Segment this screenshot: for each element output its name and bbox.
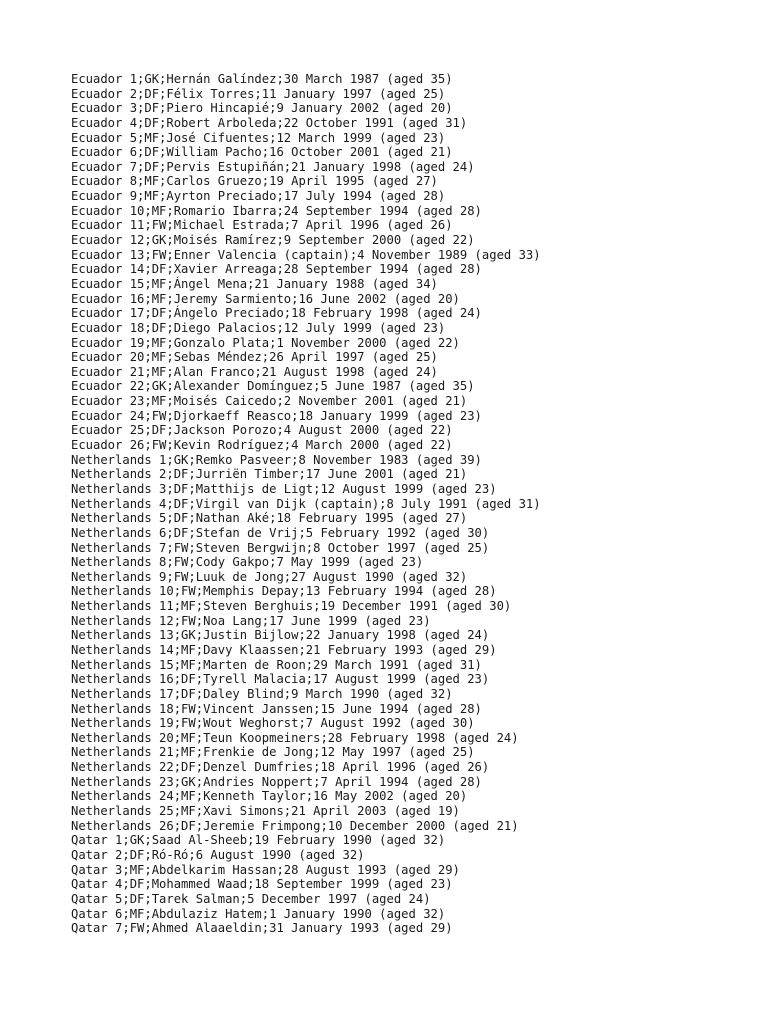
squad-entry-line: Netherlands 2;DF;Jurriën Timber;17 June 2001 (aged 21) <box>71 467 468 482</box>
squad-entry-line: Qatar 4;DF;Mohammed Waad;18 September 1999 (aged 23) <box>71 877 453 892</box>
squad-entry-line: Netherlands 4;DF;Virgil van Dijk (captain);8 July 1991 (aged 31) <box>71 496 541 511</box>
squad-entry-line: Ecuador 8;MF;Carlos Gruezo;19 April 1995 (aged 27) <box>71 174 438 189</box>
squad-entry-line: Qatar 2;DF;Ró-Ró;6 August 1990 (aged 32) <box>71 847 365 862</box>
squad-entry-line: Netherlands 19;FW;Wout Weghorst;7 August 1992 (aged 30) <box>71 716 475 731</box>
squad-entry-line: Netherlands 5;DF;Nathan Aké;18 February 1995 (aged 27) <box>71 511 468 526</box>
squad-entry-line: Netherlands 1;GK;Remko Pasveer;8 November 1983 (aged 39) <box>71 452 482 467</box>
squad-entry-line: Ecuador 12;GK;Moisés Ramírez;9 September 2000 (aged 22) <box>71 233 475 248</box>
squad-entry-line: Ecuador 6;DF;William Pacho;16 October 2001 (aged 21) <box>71 145 453 160</box>
squad-entry-line: Ecuador 21;MF;Alan Franco;21 August 1998 (aged 24) <box>71 364 438 379</box>
squad-entry-line: Netherlands 8;FW;Cody Gakpo;7 May 1999 (aged 23) <box>71 555 424 570</box>
squad-entry-line: Ecuador 5;MF;José Cifuentes;12 March 1999 (aged 23) <box>71 130 446 145</box>
squad-entry-line: Netherlands 12;FW;Noa Lang;17 June 1999 (aged 23) <box>71 613 431 628</box>
squad-entry-line: Netherlands 10;FW;Memphis Depay;13 February 1994 (aged 28) <box>71 584 497 599</box>
squad-entry-line: Netherlands 13;GK;Justin Bijlow;22 January 1998 (aged 24) <box>71 628 490 643</box>
squad-entry-line: Ecuador 1;GK;Hernán Galíndez;30 March 1987 (aged 35) <box>71 72 453 86</box>
squad-entry-line: Netherlands 6;DF;Stefan de Vrij;5 February 1992 (aged 30) <box>71 525 490 540</box>
squad-entry-line: Netherlands 25;MF;Xavi Simons;21 April 2003 (aged 19) <box>71 804 460 819</box>
squad-entry-line: Ecuador 16;MF;Jeremy Sarmiento;16 June 2002 (aged 20) <box>71 291 460 306</box>
squad-entry-line: Ecuador 10;MF;Romario Ibarra;24 September 1994 (aged 28) <box>71 203 482 218</box>
squad-entry-line: Netherlands 15;MF;Marten de Roon;29 March 1991 (aged 31) <box>71 657 482 672</box>
squad-entry-line: Ecuador 26;FW;Kevin Rodríguez;4 March 2000 (aged 22) <box>71 438 453 453</box>
squad-entry-line: Netherlands 3;DF;Matthijs de Ligt;12 August 1999 (aged 23) <box>71 481 497 496</box>
squad-entry-line: Qatar 1;GK;Saad Al-Sheeb;19 February 1990 (aged 32) <box>71 833 446 848</box>
squad-entry-line: Ecuador 22;GK;Alexander Domínguez;5 June 1987 (aged 35) <box>71 379 475 394</box>
squad-entry-line: Qatar 5;DF;Tarek Salman;5 December 1997 (aged 24) <box>71 891 431 906</box>
squad-entry-line: Ecuador 9;MF;Ayrton Preciado;17 July 1994 (aged 28) <box>71 189 446 204</box>
squad-entry-line: Netherlands 11;MF;Steven Berghuis;19 December 1991 (aged 30) <box>71 599 512 614</box>
squad-entry-line: Qatar 3;MF;Abdelkarim Hassan;28 August 1993 (aged 29) <box>71 862 460 877</box>
squad-entry-line: Netherlands 22;DF;Denzel Dumfries;18 April 1996 (aged 26) <box>71 760 490 775</box>
squad-entry-line: Netherlands 23;GK;Andries Noppert;7 April 1994 (aged 28) <box>71 774 482 789</box>
squad-entry-line: Ecuador 7;DF;Pervis Estupiñán;21 January 1998 (aged 24) <box>71 159 475 174</box>
squad-entry-line: Ecuador 15;MF;Ángel Mena;21 January 1988 (aged 34) <box>71 276 438 291</box>
squad-entry-line: Netherlands 24;MF;Kenneth Taylor;16 May 2002 (aged 20) <box>71 789 468 804</box>
squad-list <box>71 72 768 936</box>
squad-entry-line: Netherlands 21;MF;Frenkie de Jong;12 May 1997 (aged 25) <box>71 745 475 760</box>
squad-entry-line: Ecuador 18;DF;Diego Palacios;12 July 1999 (aged 23) <box>71 320 446 335</box>
squad-entry-line: Netherlands 16;DF;Tyrell Malacia;17 August 1999 (aged 23) <box>71 672 490 687</box>
squad-entry-line: Ecuador 3;DF;Piero Hincapié;9 January 2002 (aged 20) <box>71 101 453 116</box>
squad-entry-line: Netherlands 26;DF;Jeremie Frimpong;10 December 2000 (aged 21) <box>71 818 519 833</box>
squad-entry-line: Netherlands 18;FW;Vincent Janssen;15 June 1994 (aged 28) <box>71 701 482 716</box>
squad-entry-line: Netherlands 20;MF;Teun Koopmeiners;28 February 1998 (aged 24) <box>71 730 519 745</box>
squad-entry-line: Ecuador 14;DF;Xavier Arreaga;28 September 1994 (aged 28) <box>71 262 482 277</box>
squad-entry-line: Ecuador 2;DF;Félix Torres;11 January 1997 (aged 25) <box>71 86 446 101</box>
squad-entry-line: Ecuador 23;MF;Moisés Caicedo;2 November 2001 (aged 21) <box>71 394 468 409</box>
document-page <box>71 72 768 936</box>
squad-entry-line: Ecuador 4;DF;Robert Arboleda;22 October 1991 (aged 31) <box>71 115 468 130</box>
squad-entry-line: Ecuador 24;FW;Djorkaeff Reasco;18 January 1999 (aged 23) <box>71 408 482 423</box>
squad-entry-line: Ecuador 13;FW;Enner Valencia (captain);4 November 1989 (aged 33) <box>71 247 541 262</box>
squad-entry-line: Qatar 6;MF;Abdulaziz Hatem;1 January 1990 (aged 32) <box>71 906 446 921</box>
squad-entry-line: Netherlands 14;MF;Davy Klaassen;21 February 1993 (aged 29) <box>71 642 497 657</box>
squad-entry-line: Netherlands 9;FW;Luuk de Jong;27 August 1990 (aged 32) <box>71 569 468 584</box>
squad-entry-line: Ecuador 20;MF;Sebas Méndez;26 April 1997 (aged 25) <box>71 350 438 365</box>
squad-entry-line: Ecuador 17;DF;Ángelo Preciado;18 February 1998 (aged 24) <box>71 306 482 321</box>
squad-entry-line: Ecuador 11;FW;Michael Estrada;7 April 1996 (aged 26) <box>71 218 453 233</box>
squad-entry-line: Netherlands 7;FW;Steven Bergwijn;8 October 1997 (aged 25) <box>71 540 490 555</box>
squad-entry-line: Ecuador 25;DF;Jackson Porozo;4 August 2000 (aged 22) <box>71 423 453 438</box>
squad-entry-line: Qatar 7;FW;Ahmed Alaaeldin;31 January 1993 (aged 29) <box>71 921 453 936</box>
squad-entry-line: Ecuador 19;MF;Gonzalo Plata;1 November 2000 (aged 22) <box>71 335 460 350</box>
squad-entry-line: Netherlands 17;DF;Daley Blind;9 March 1990 (aged 32) <box>71 686 453 701</box>
